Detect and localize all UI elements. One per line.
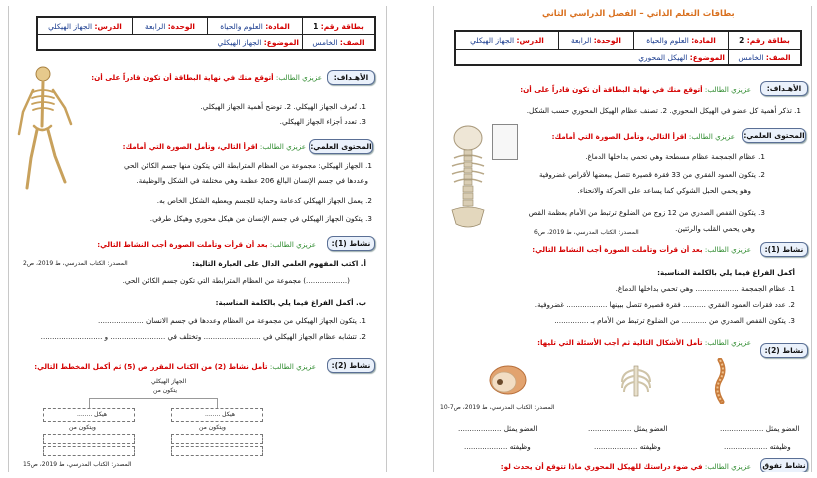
diagram-left-answer-1[interactable] — [43, 434, 135, 444]
activity-1-intro — [532, 245, 751, 254]
grade-label: الصف: — [339, 37, 365, 47]
function-answer-2: وظيفته ................... — [594, 442, 661, 451]
content-intro-text: اقرأ التالي، وتأمل الصورة التي أمامك: — [122, 142, 258, 151]
topic-value: الهيكل المحوري — [638, 52, 688, 62]
diagram-left-label: هيكل ........ — [77, 411, 107, 418]
diagram-sub: يتكون من — [153, 387, 177, 394]
activity-1-b-item: 2. تتشابه عظام الجهاز الهيكلي في ......................... وتختلف في ........................ و ........................... — [40, 332, 366, 341]
diagram — [29, 376, 279, 460]
ribcage-picture — [616, 362, 656, 402]
unit-label: الوحدة: — [167, 21, 195, 31]
activity-1-b: ب. أكمل الفراغ فيما يلي بالكلمة المناسبة: — [215, 298, 366, 307]
content-pill: المحتوى العلمي: — [309, 139, 373, 154]
content-item: 1. الجهاز الهيكلي: مجموعة من العظام المترابطة التي يتكون منها جسم الكائن الحي — [123, 161, 372, 170]
card-2-page — [433, 6, 812, 472]
content-pill: المحتوى العلمي: — [742, 128, 806, 143]
skeleton-figure — [15, 64, 75, 194]
subject-label: المادة: — [691, 36, 716, 45]
content-intro-green: عزيزي الطالب: — [259, 142, 306, 151]
activity-2-pill: نشاط (2): — [327, 358, 375, 373]
card-number-label: بطاقة رقم: — [746, 36, 790, 45]
activity-1-intro-text: بعد أن قرأت وتأملت الصورة أجب النشاط التالي: — [532, 245, 703, 254]
function-answer-1: وظيفته ................... — [724, 442, 791, 451]
skull-picture — [486, 362, 530, 400]
subject-value: العلوم والحياة — [220, 21, 263, 31]
source-1: المصدر: الكتاب المدرسي، ط 2019، ص2 — [23, 260, 128, 267]
activity-2-intro — [537, 338, 751, 347]
activity-1-intro — [97, 240, 316, 249]
card-2-banner: بطاقات التعلم الذاتي – الفصل الدراسي الثاني — [542, 9, 735, 19]
spine-picture — [710, 358, 734, 404]
lesson-value: الجهاز الهيكلي — [48, 21, 93, 31]
activity-1-pill: نشاط (1): — [760, 242, 808, 257]
axial-skeleton-figure — [442, 124, 498, 234]
content-intro-text: اقرأ التالي، وتأمل الصورة التي أمامك: — [551, 132, 687, 141]
activity-1-item: 3. يتكون القفص الصدري من ........... من الضلوع ترتبط من الأمام بـ ............... — [554, 316, 795, 325]
objectives-intro — [91, 73, 322, 82]
source-1: المصدر: الكتاب المدرسي، ط 2019، ص6 — [534, 229, 639, 236]
grade-value: الخامس — [738, 52, 764, 62]
excellence-prompt — [501, 462, 751, 471]
topic-label: الموضوع: — [263, 37, 299, 47]
activity-2-intro-text: تأمل الأشكال التالية ثم أجب الأسئلة التي تليها: — [537, 338, 703, 347]
activity-1-a: أ. اكتب المفهوم العلمي الدال على العبارة التالية: — [192, 259, 366, 268]
content-intro — [123, 142, 306, 151]
topic-label: الموضوع: — [689, 52, 725, 62]
source-2: المصدر: الكتاب المدرسي، ط 2019، ص7-10 — [440, 404, 555, 411]
diagram-right-answer-1[interactable] — [171, 434, 263, 444]
objective-item: 1. تذكر أهمية كل عضو في الهيكل المحوري. 2. تصنف عظام الهيكل المحوري حسب الشكل. — [526, 106, 801, 115]
grade-label: الصف: — [765, 52, 791, 62]
content-item: 3. يتكون القفص الصدري من 12 زوج من الضلوع ترتبط من الأمام بعظمة القص — [528, 208, 765, 217]
activity-1-intro-green: عزيزي الطالب: — [269, 240, 316, 249]
activity-1-intro-green: عزيزي الطالب: — [704, 245, 751, 254]
organ-answer-1: العضو يمثل ................... — [720, 424, 800, 433]
content-intro — [552, 132, 735, 141]
content-intro-green: عزيزي الطالب: — [688, 132, 735, 141]
topic-value: الجهاز الهيكلي — [217, 37, 262, 47]
card-1-page — [8, 6, 387, 472]
subject-value: العلوم والحياة — [646, 36, 689, 45]
objective-item: 3. تعدد أجزاء الجهاز الهيكلي. — [279, 117, 366, 126]
lesson-label: الدرس: — [94, 21, 122, 31]
figure-labels-box — [492, 124, 518, 160]
objectives-intro — [520, 85, 751, 94]
excellence-green: عزيزي الطالب: — [704, 462, 751, 471]
objective-item: 1. تُعرف الجهاز الهيكلي. 2. توضح أهمية الجهاز الهيكلي. — [200, 102, 366, 111]
excellence-pill: نشاط تفوق — [760, 458, 808, 472]
activity-1-item: 1. عظام الجمجمة ................... وهي تحمي بداخلها الدماغ. — [615, 284, 795, 293]
organ-answer-3: العضو يمثل ................... — [458, 424, 538, 433]
diagram-right-answer-2[interactable] — [171, 446, 263, 456]
activity-2-intro-text: تأمل نشاط (2) من الكتاب المقرر ص (5) ثم أكمل المخطط التالي: — [34, 362, 268, 371]
card-2-header — [454, 30, 802, 66]
objectives-intro-green: عزيزي الطالب: — [704, 85, 751, 94]
activity-2-pill: نشاط (2): — [760, 343, 808, 358]
lesson-label: الدرس: — [516, 36, 544, 45]
objectives-pill: الأهـداف: — [760, 81, 808, 96]
card-number: 1 — [313, 21, 319, 31]
function-answer-3: وظيفته ................... — [464, 442, 531, 451]
unit-label: الوحدة: — [593, 36, 621, 45]
source-2: المصدر: الكتاب المدرسي، ط 2019، ص15 — [23, 461, 132, 468]
activity-1-a-item: (..................) مجموعة من العظام المترابطة التي تكون جسم الكائن الحي. — [122, 276, 350, 285]
objectives-intro-green: عزيزي الطالب: — [275, 73, 322, 82]
activity-1-pill: نشاط (1): — [327, 236, 375, 251]
diagram-right-label: هيكل ........ — [205, 411, 235, 418]
activity-1-intro-text: بعد أن قرأت وتأملت الصورة أجب النشاط التالي: — [97, 240, 268, 249]
content-item: وعددها في جسم الإنسان البالغ 206 عظمة وهي مختلفة في الشكل والوظيفة. — [136, 176, 368, 185]
excellence-text: في ضوء دراستك للهيكل المحوري ماذا تتوقع أن يحدث لو: — [500, 462, 703, 471]
content-item: 2. يتكون العمود الفقري من 33 فقرة قصيرة تتصل ببعضها لأقراص غضروفية — [538, 170, 765, 179]
objectives-intro-text: أتوقع منك في نهاية البطاقة أن تكون قادراً على أن: — [520, 85, 703, 94]
unit-value: الرابعة — [571, 36, 592, 45]
diagram-left-sub: ويتكون من — [69, 424, 96, 431]
grade-value: الخامس — [312, 37, 338, 47]
diagram-right-sub: ويتكون من — [199, 424, 226, 431]
content-item: وهي يحمي القلب والرئتين. — [675, 224, 755, 233]
organ-answer-2: العضو يمثل ................... — [588, 424, 668, 433]
card-number: 2 — [739, 36, 745, 45]
subject-label: المادة: — [265, 21, 290, 31]
objectives-intro-text: أتوقع منك في نهاية البطاقة أن تكون قادراً على أن: — [91, 73, 274, 82]
activity-1-b-item: 1. يتكون الجهاز الهيكلي من مجموعة من العظام وعددها في جسم الانسان .................... — [98, 316, 366, 325]
card-number-label: بطاقة رقم: — [320, 21, 364, 31]
content-item: 1. عظام الجمجمة عظام مسطحة وهي تحمي بداخلها الدماغ. — [585, 152, 765, 161]
card-1-header — [36, 16, 376, 51]
activity-1-task: أكمل الفراغ فيما يلي بالكلمة المناسبة: — [657, 268, 795, 277]
unit-value: الرابعة — [145, 21, 166, 31]
diagram-left-answer-2[interactable] — [43, 446, 135, 456]
content-item: 3. يتكون الجهاز الهيكلي في جسم الإنسان من هيكل محوري وهيكل طرفي. — [149, 214, 372, 223]
lesson-value: الجهاز الهيكلي — [470, 36, 515, 45]
content-item: 2. يعمل الجهاز الهيكلي كدعامة وحماية للجسم ويعطيه الشكل الخاص به. — [156, 196, 372, 205]
activity-2-intro-green: عزيزي الطالب: — [704, 338, 751, 347]
activity-2-intro-green: عزيزي الطالب: — [269, 362, 316, 371]
content-item: وهو يحمي الحبل الشوكي كما يساعد على الحركة والانحناء. — [577, 186, 751, 195]
objectives-pill: الأهـداف: — [327, 70, 375, 85]
activity-1-item: 2. عدد فقرات العمود الفقري .......... فقرة قصيرة تتصل ببينها .................. غضروفية. — [534, 300, 795, 309]
activity-2-intro — [34, 362, 316, 371]
diagram-root: الجهاز الهيكلي — [151, 378, 187, 385]
